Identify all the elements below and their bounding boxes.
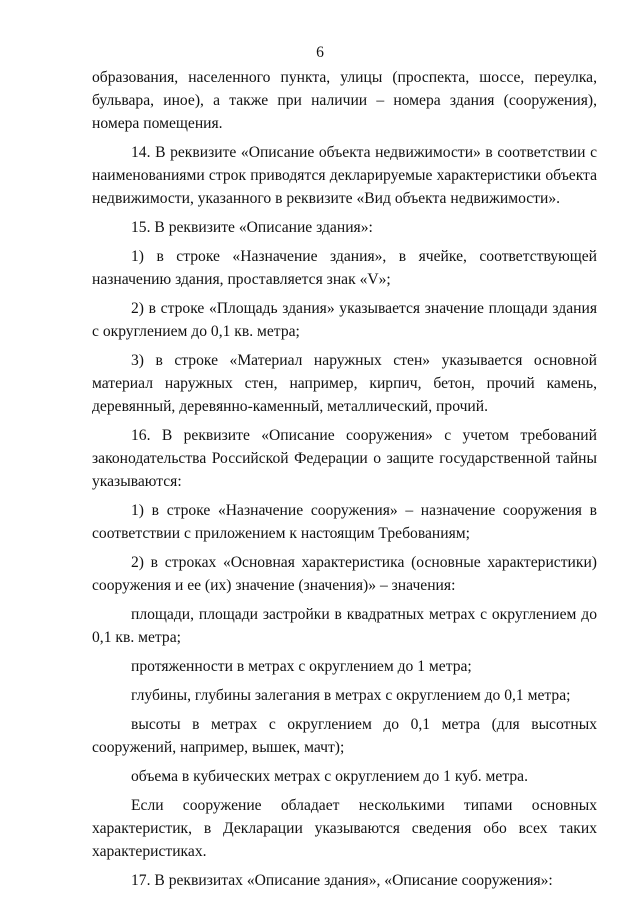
paragraph: 1) в строке «Назначение здания», в ячейке, соответствующей назначению здания, проставляется знак «V»; [92, 248, 597, 288]
paragraph: протяженности в метрах с округлением до 1 метра; [131, 658, 472, 675]
paragraph: 2) в строке «Площадь здания» указывается значение площади здания с округлением до 0,1 кв. метра; [92, 300, 597, 340]
paragraph: 2) в строках «Основная характеристика (основные характеристики) сооружения и ее (их) значение (значения)» – значения: [92, 554, 597, 594]
paragraph: образования, населенного пункта, улицы (проспекта, шоссе, переулка, бульвара, иное), а также при наличии – номера здания (сооружения), номера помещения. [92, 69, 597, 132]
paragraph: высоты в метрах с округлением до 0,1 метра (для высотных сооружений, например, вышек, мачт); [92, 716, 597, 756]
paragraph: 3) в строке «Материал наружных стен» указывается основной материал наружных стен, например, кирпич, бетон, прочий камень, деревянный, деревянно-каменный, металлический, прочий. [92, 352, 597, 415]
paragraph: 16. В реквизите «Описание сооружения» с учетом требований законодательства Российской Федерации о защите государственной тайны указываются: [92, 427, 597, 490]
paragraph: 14. В реквизите «Описание объекта недвижимости» в соответствии с наименованиями строк приводятся декларируемые характеристики объекта недвижимости, указанного в реквизите «Вид объекта недвижимости». [92, 144, 597, 207]
page-number: 6 [316, 44, 324, 61]
paragraph: Если сооружение обладает несколькими типами основных характеристик, в Декларации указываются сведения обо всех таких характеристиках. [92, 797, 597, 860]
document-body [92, 66, 597, 898]
paragraph: глубины, глубины залегания в метрах с округлением до 0,1 метра; [131, 687, 571, 704]
paragraph: 15. В реквизите «Описание здания»: [131, 219, 373, 236]
paragraph: 1) в строке «Назначение сооружения» – назначение сооружения в соответствии с приложением к настоящим Требованиям; [92, 502, 597, 542]
paragraph: площади, площади застройки в квадратных метрах с округлением до 0,1 кв. метра; [92, 606, 597, 646]
paragraph: объема в кубических метрах с округлением до 1 куб. метра. [131, 768, 528, 785]
paragraph: 17. В реквизитах «Описание здания», «Описание сооружения»: [131, 872, 553, 889]
